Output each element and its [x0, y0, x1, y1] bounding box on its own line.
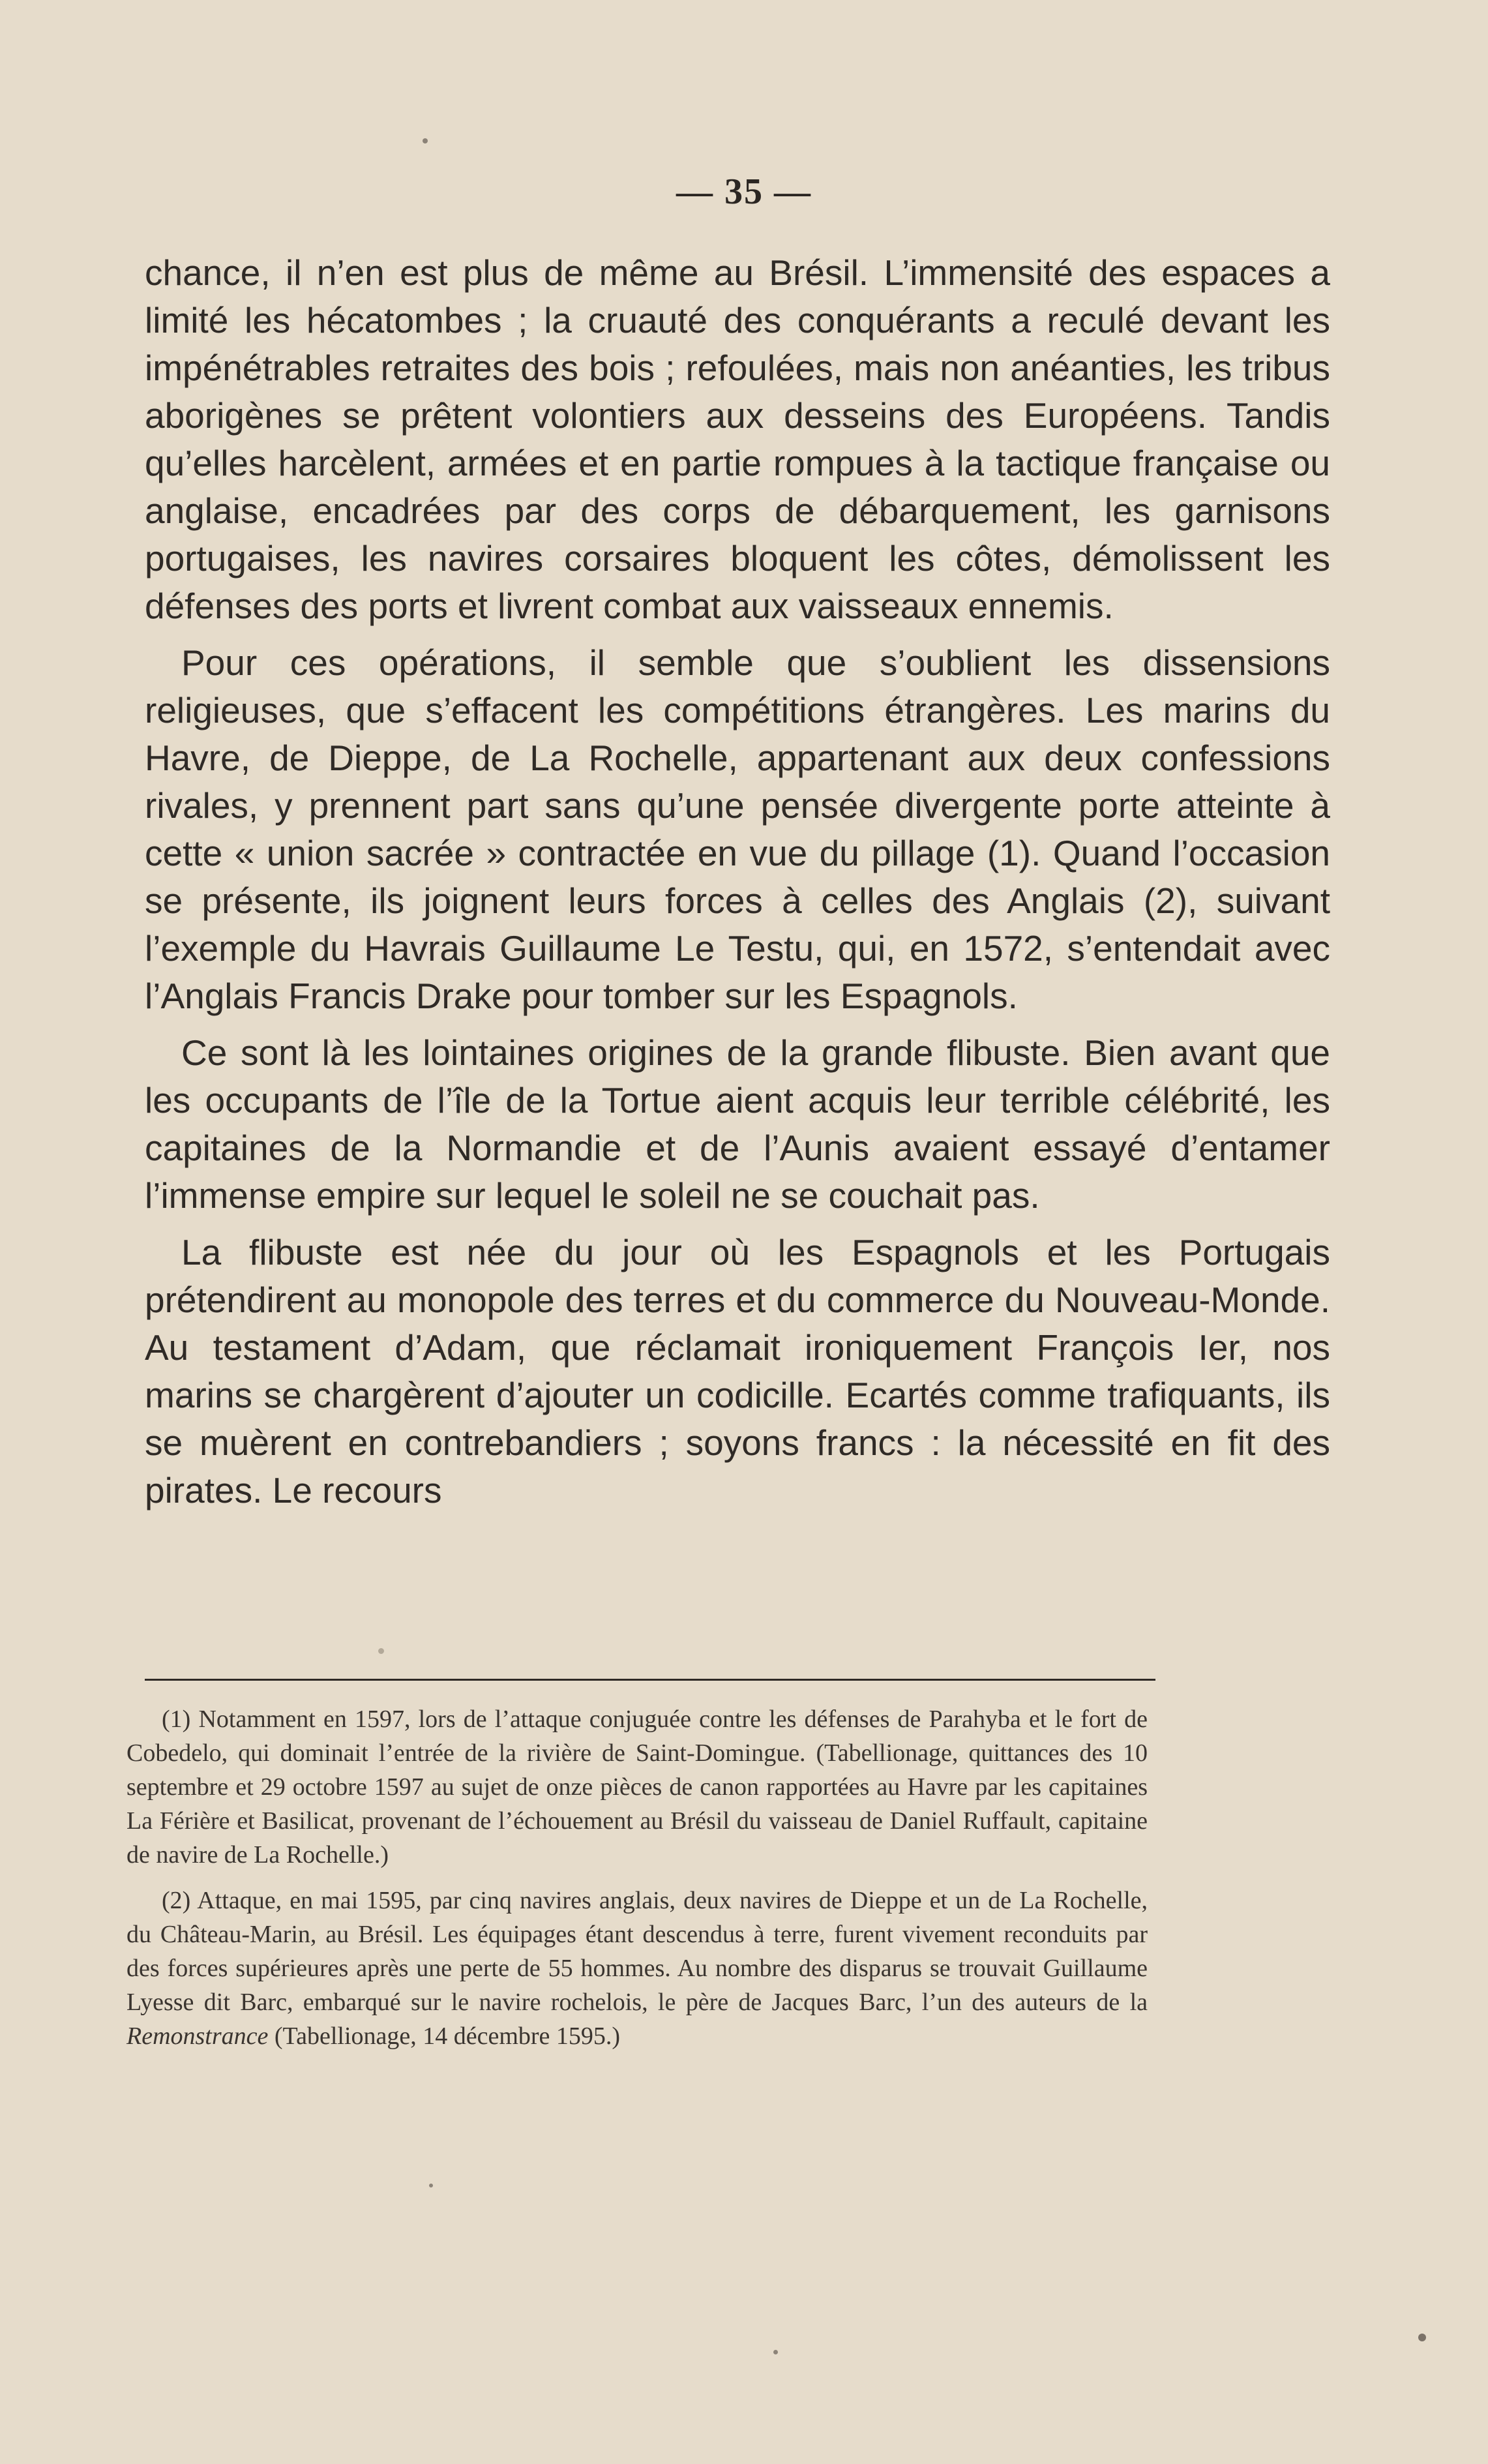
paper-speck — [423, 138, 428, 143]
paper-speck — [1418, 2334, 1426, 2341]
paragraph-3: Ce sont là les lointaines origines de la grande flibuste. Bien avant que les occupants de l’île de la Tortue aient acquis leur terrible célébrité, les capitaines de la Normandie et de l’Aunis avaient essayé d’entamer l’immense empire sur lequel le soleil ne se couchait pas. — [145, 1032, 1330, 1216]
main-text — [145, 249, 1330, 1514]
footnote-2 — [126, 1884, 1148, 2053]
paper-speck — [429, 2184, 433, 2187]
footnotes — [126, 1702, 1148, 2053]
footnote-2-text: (2) Attaque, en mai 1595, par cinq navires anglais, deux navires de Dieppe et un de La Rochelle, du Château-Marin, au Brésil. Les équipages étant descendus à terre, furent vivement reconduits par des forces supérieures après une perte de 55 hommes. Au nombre des disparus se trouvait Guillaume Lyesse dit Barc, embarqué sur le navire rochelois, le père de Jacques Barc, l’un des auteurs de la — [126, 1887, 1148, 2016]
paragraph-4: La flibuste est née du jour où les Espagnols et les Portugais prétendirent au monopole des terres et du commerce du Nouveau-Monde. Au testament d’Adam, que réclamait ironiquement François Ier, nos marins se chargèrent d’ajouter un codicille. Ecartés comme trafiquants, ils se muèrent en contrebandiers ; soyons francs : la nécessité en fit des pirates. Le recours — [145, 1232, 1330, 1510]
footnote-divider — [145, 1679, 1155, 1681]
page-number: — 35 — — [676, 172, 812, 212]
paper-speck — [773, 2350, 778, 2354]
footnote-2-source: (Tabellionage, 14 décembre 1595.) — [274, 2022, 621, 2050]
paragraph-1: chance, il n’en est plus de même au Brésil. L’immensité des espaces a limité les hécatombes ; la cruauté des conquérants a reculé devant les impénétrables retraites des bois ; refoulées, mais non anéanties, les tribus aborigènes se prêtent volontiers aux desseins des Européens. Tandis qu’elles harcèlent, armées et en partie rompues à la tactique française ou anglaise, encadrées par des corps de débarquement, les garnisons portugaises, les navires corsaires bloquent les côtes, démolissent les défenses des ports et livrent combat aux vaisseaux ennemis. — [145, 252, 1330, 626]
footnote-2-title: Remonstrance — [126, 2022, 269, 2050]
paper-speck — [378, 1648, 384, 1654]
footnote-1: (1) Notamment en 1597, lors de l’attaque conjuguée contre les défenses de Parahyba et le fort de Cobedelo, qui dominait l’entrée de la rivière de Saint-Domingue. (Tabellionage, quittances des 10 septembre et 29 octobre 1597 au sujet de onze pièces de canon rapportées au Havre par les capitaines La Férière et Basilicat, provenant de l’échouement au Brésil du vaisseau de Daniel Ruffault, capitaine de navire de La Rochelle.) — [126, 1705, 1148, 1869]
paragraph-2: Pour ces opérations, il semble que s’oublient les dissensions religieuses, que s’effacent les compétitions étrangères. Les marins du Havre, de Dieppe, de La Rochelle, appartenant aux deux confessions rivales, y prennent part sans qu’une pensée divergente porte atteinte à cette « union sacrée » contractée en vue du pillage (1). Quand l’occasion se présente, ils joignent leurs forces à celles des Anglais (2), suivant l’exemple du Havrais Guillaume Le Testu, qui, en 1572, s’entendait avec l’Anglais Francis Drake pour tomber sur les Espagnols. — [145, 642, 1330, 1016]
